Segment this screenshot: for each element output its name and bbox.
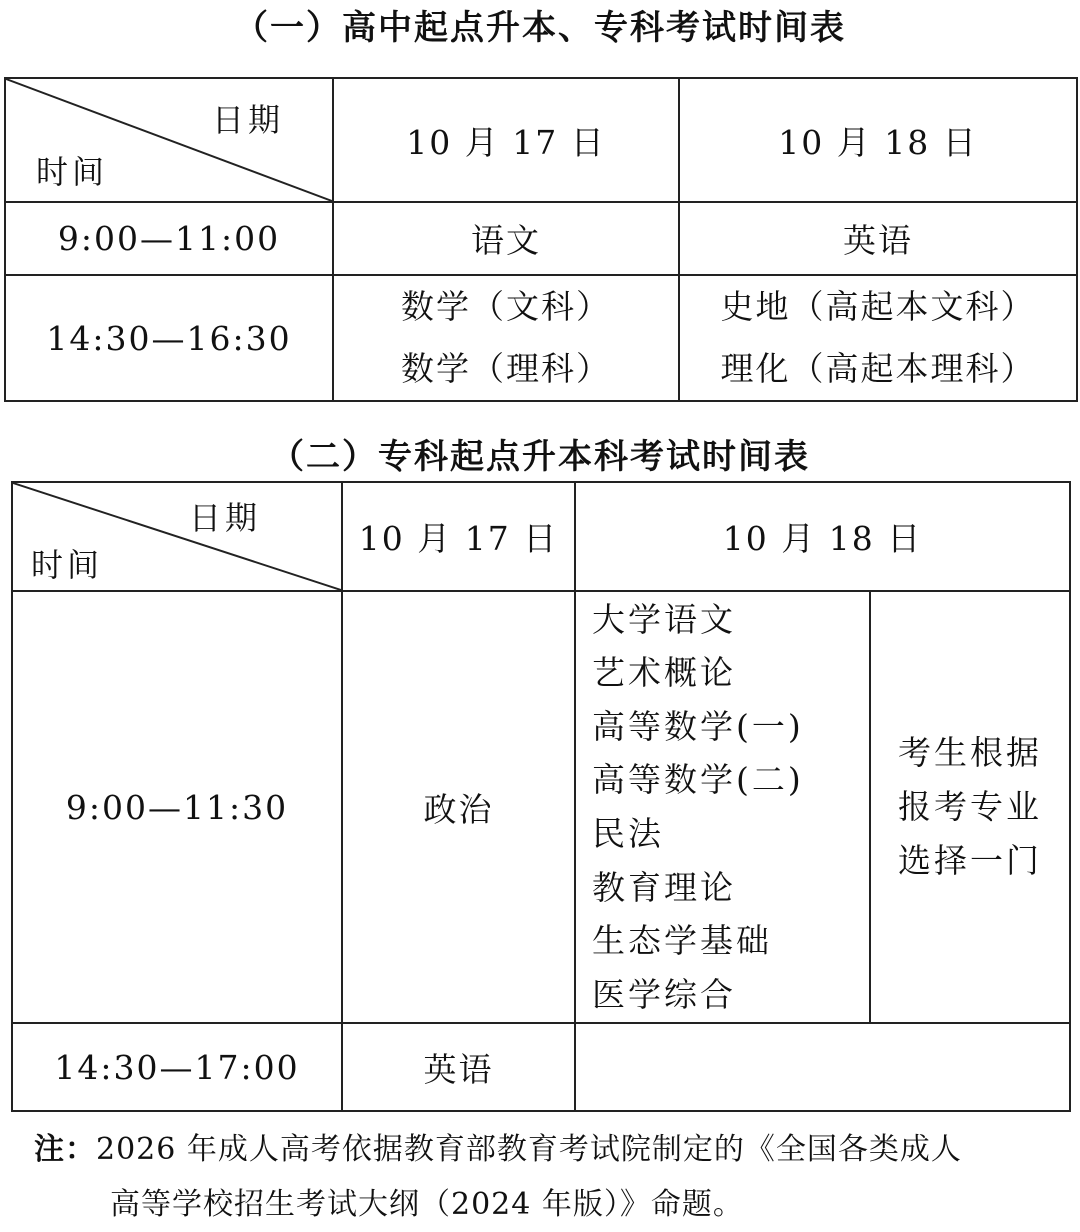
list-item: 艺术概论	[592, 653, 736, 693]
footnote-line-2: 高等学校招生考试大纲（2024 年版）》命题。	[110, 1187, 744, 1222]
table-row	[12, 591, 1070, 1023]
subject-cell	[333, 275, 679, 401]
subject-cell: 语文	[333, 202, 679, 275]
time-label: 时间	[36, 153, 109, 191]
subject-cell: 英语	[342, 1023, 575, 1111]
table1-title: （一）高中起点升本、专科考试时间表	[234, 8, 846, 48]
note-line: 考生根据	[898, 733, 1042, 772]
list-item: 生态学基础	[592, 921, 772, 961]
list-item: 教育理论	[592, 867, 736, 907]
list-item: 医学综合	[592, 974, 736, 1014]
time-label: 时间	[31, 546, 104, 584]
time-cell: 14:30—17:00	[12, 1023, 342, 1111]
choice-note-cell	[870, 591, 1070, 1023]
list-item: 民法	[592, 814, 664, 853]
time-cell: 9:00—11:30	[12, 591, 342, 1023]
corner-header-cell	[5, 78, 333, 202]
table-header-row	[5, 78, 1077, 202]
day2-header: 10 月 18 日	[679, 78, 1077, 202]
date-label: 日期	[211, 101, 284, 139]
day2-header: 10 月 18 日	[575, 482, 1070, 591]
table2-title: （二）专科起点升本科考试时间表	[270, 437, 810, 477]
day1-header: 10 月 17 日	[342, 482, 575, 591]
exam-schedule-table-1	[4, 77, 1078, 402]
subject-list-cell	[575, 591, 870, 1023]
date-label: 日期	[188, 499, 261, 537]
table-row	[5, 275, 1077, 401]
subject-line: 理化（高起本理科）	[720, 349, 1036, 388]
subject-line: 数学（文科）	[401, 287, 611, 326]
footnote-text-1: 2026 年成人高考依据教育部教育考试院制定的《全国各类成人	[96, 1132, 962, 1167]
table-row	[12, 1023, 1070, 1111]
footnote-label: 注：	[34, 1132, 96, 1167]
list-item: 大学语文	[592, 599, 736, 639]
subject-cell: 政治	[342, 591, 575, 1023]
day1-header: 10 月 17 日	[333, 78, 679, 202]
list-item: 高等数学(一)	[592, 706, 804, 746]
exam-schedule-table-2	[11, 481, 1071, 1112]
subject-cell: 英语	[679, 202, 1077, 275]
time-cell: 9:00—11:00	[5, 202, 333, 275]
corner-header-cell	[12, 482, 342, 591]
table-row	[5, 202, 1077, 275]
subject-line: 数学（理科）	[401, 349, 611, 388]
footnote	[34, 1122, 1054, 1232]
footnote-line-1	[34, 1122, 1054, 1177]
subject-cell	[679, 275, 1077, 401]
list-item: 高等数学(二)	[592, 760, 804, 800]
table-header-row	[12, 482, 1070, 591]
subject-line: 史地（高起本文科）	[720, 287, 1036, 326]
note-line: 选择一门	[898, 841, 1042, 880]
empty-cell	[575, 1023, 1070, 1111]
note-line: 报考专业	[898, 787, 1042, 826]
time-cell: 14:30—16:30	[5, 275, 333, 401]
